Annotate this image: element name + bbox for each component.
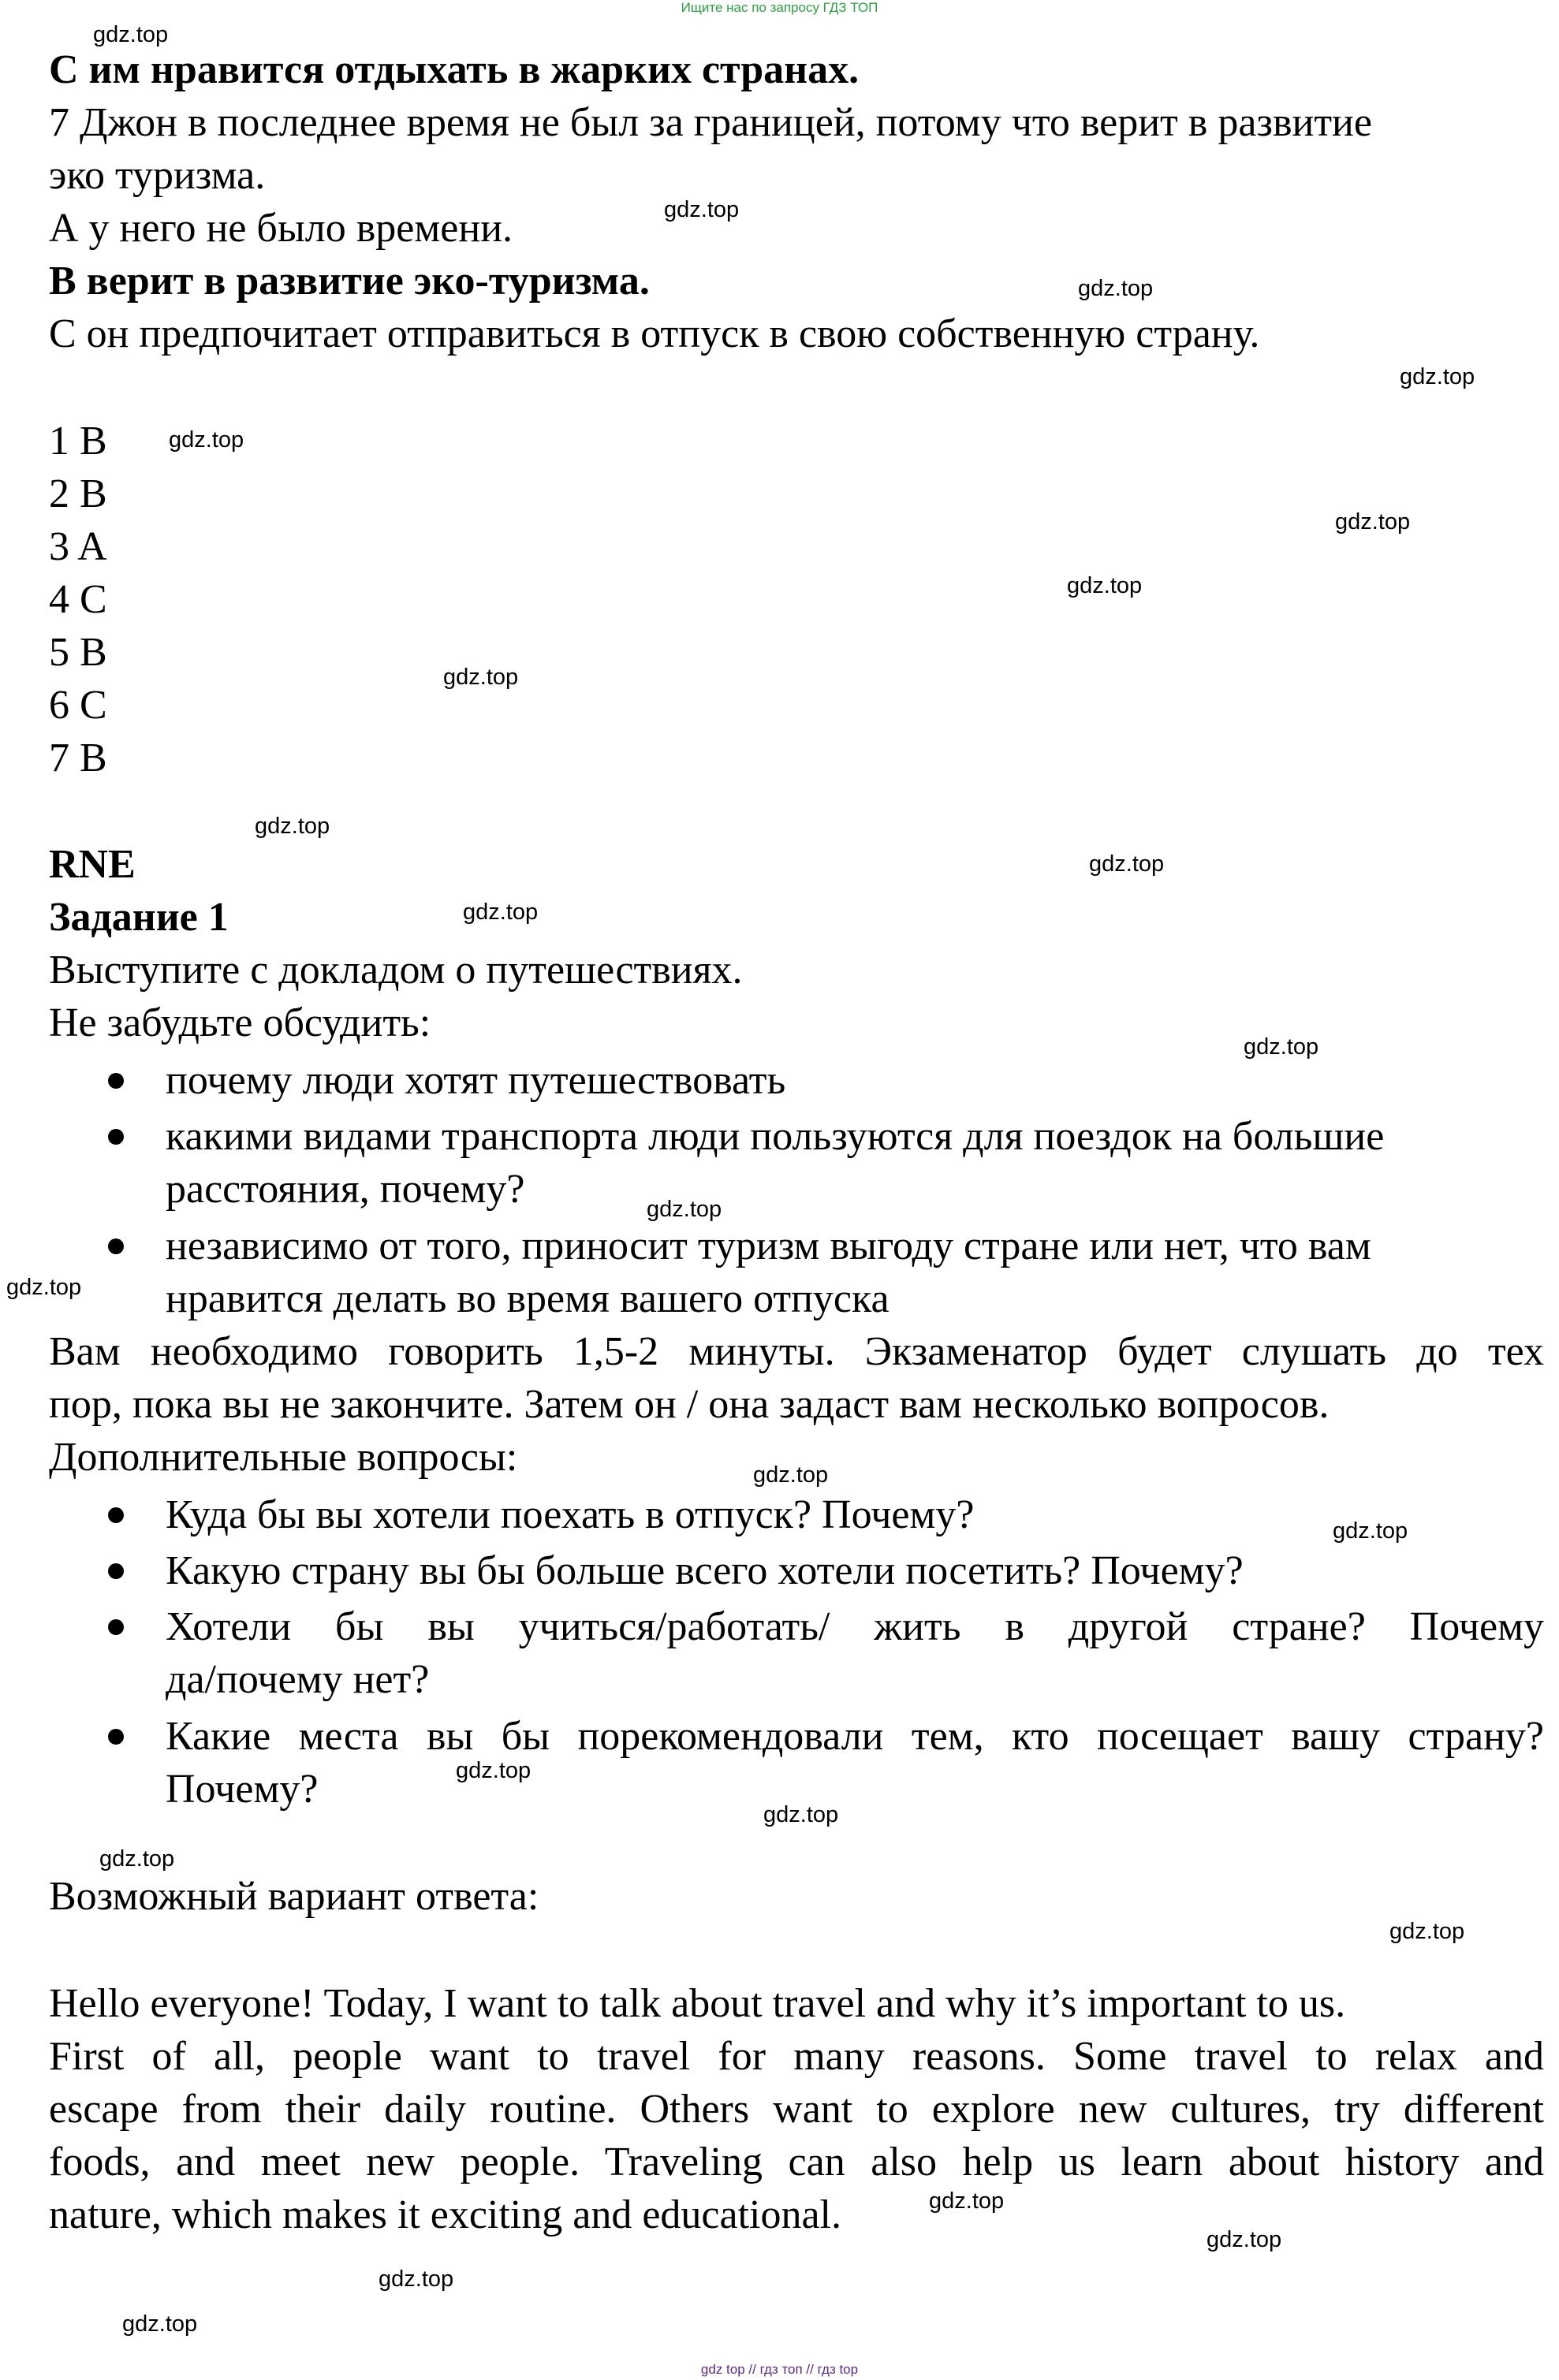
answer-key-item: 6 C (49, 683, 107, 728)
time-note-line2: пор, пока вы не закончите. Затем он / она задаст вам несколько вопросов. (49, 1382, 1330, 1427)
answer-paragraph-line: First of all, people want to travel for many reasons. Some travel to relax and (49, 2034, 1544, 2079)
q7-stem-line2: эко туризма. (49, 153, 266, 198)
section-title: RNE (49, 842, 136, 887)
answer-paragraph-line: Hello everyone! Today, I want to talk about travel and why it’s important to us. (49, 1981, 1346, 2026)
bullet-icon (108, 1238, 124, 1254)
answer-paragraph-line: nature, which makes it exciting and educational. (49, 2192, 841, 2237)
watermark: gdz.top (647, 1197, 722, 1222)
q7-option-a: А у него не было времени. (49, 206, 513, 251)
task-title: Задание 1 (49, 895, 229, 940)
bullet-icon (108, 1129, 124, 1145)
watermark: gdz.top (1089, 851, 1165, 877)
answer-key-item: 2 B (49, 471, 107, 516)
answer-paragraph-line: foods, and meet new people. Traveling can also help us learn about history and (49, 2140, 1544, 2184)
watermark: gdz.top (122, 2311, 198, 2337)
watermark: gdz.top (379, 2266, 454, 2292)
discuss-point-cont: расстояния, почему? (166, 1167, 525, 1212)
extra-questions-label: Дополнительные вопросы: (49, 1435, 518, 1480)
answer-label: Возможный вариант ответа: (49, 1874, 539, 1919)
bullet-icon (108, 1729, 124, 1745)
watermark: gdz.top (1078, 276, 1154, 301)
answer-paragraph-line: escape from their daily routine. Others want to explore new cultures, try different (49, 2087, 1544, 2132)
q7-option-b: В верит в развитие эко-туризма. (49, 259, 650, 304)
watermark: gdz.top (443, 665, 519, 690)
q7-option-c: С он предпочитает отправиться в отпуск в свою собственную страну. (49, 311, 1260, 356)
watermark: gdz.top (456, 1758, 531, 1783)
q6-option-c: C им нравится отдыхать в жарких странах. (49, 47, 860, 92)
time-note-line1: Вам необходимо говорить 1,5-2 минуты. Экзаменатор будет слушать до тех (49, 1329, 1544, 1374)
discuss-point-cont: нравится делать во время вашего отпуска (166, 1276, 890, 1321)
footer-note: gdz top // гдз топ // гдз top (700, 2362, 859, 2377)
watermark: gdz.top (93, 22, 169, 47)
answer-key-item: 5 B (49, 630, 107, 675)
watermark: gdz.top (763, 1802, 839, 1827)
task-instruction: Выступите с докладом о путешествиях. (49, 948, 743, 993)
extra-question: Какую страну вы бы больше всего хотели посетить? Почему? (166, 1548, 1244, 1593)
bullet-icon (108, 1563, 124, 1579)
answer-key-item: 1 B (49, 419, 107, 464)
watermark: gdz.top (169, 427, 244, 453)
extra-question: Какие места вы бы порекомендовали тем, кто посещает вашу страну? (166, 1714, 1544, 1759)
watermark: gdz.top (753, 1462, 829, 1488)
watermark: gdz.top (1067, 573, 1143, 598)
watermark: gdz.top (255, 814, 330, 839)
extra-question: Хотели бы вы учиться/работать/ жить в другой стране? Почему (166, 1604, 1544, 1649)
discuss-label: Не забудьте обсудить: (49, 1000, 431, 1045)
answer-key-item: 4 C (49, 577, 107, 622)
watermark: gdz.top (99, 1846, 175, 1872)
answer-key-item: 3 A (49, 524, 107, 569)
watermark: gdz.top (463, 899, 539, 925)
discuss-point: независимо от того, приносит туризм выгоду стране или нет, что вам (166, 1224, 1371, 1268)
extra-question-cont: Почему? (166, 1767, 319, 1812)
q7-stem-line1: 7 Джон в последнее время не был за границей, потому что верит в развитие (49, 100, 1372, 145)
watermark: gdz.top (1335, 509, 1411, 534)
watermark: gdz.top (929, 2188, 1005, 2214)
watermark: gdz.top (6, 1275, 82, 1300)
watermark: gdz.top (1207, 2227, 1282, 2252)
watermark: gdz.top (1333, 1518, 1408, 1544)
bullet-icon (108, 1507, 124, 1523)
discuss-point: какими видами транспорта люди пользуются для поездок на большие (166, 1114, 1385, 1159)
extra-question-cont: да/почему нет? (166, 1657, 430, 1702)
header-note: Ищите нас по запросу ГДЗ ТОП (681, 0, 878, 15)
discuss-point: почему люди хотят путешествовать (166, 1058, 786, 1103)
watermark: gdz.top (1400, 364, 1475, 389)
bullet-icon (108, 1073, 124, 1089)
bullet-icon (108, 1619, 124, 1635)
answer-key-item: 7 B (49, 736, 107, 780)
watermark: gdz.top (1389, 1919, 1465, 1944)
watermark: gdz.top (1244, 1034, 1319, 1060)
watermark: gdz.top (664, 197, 740, 222)
extra-question: Куда бы вы хотели поехать в отпуск? Почему? (166, 1492, 975, 1537)
